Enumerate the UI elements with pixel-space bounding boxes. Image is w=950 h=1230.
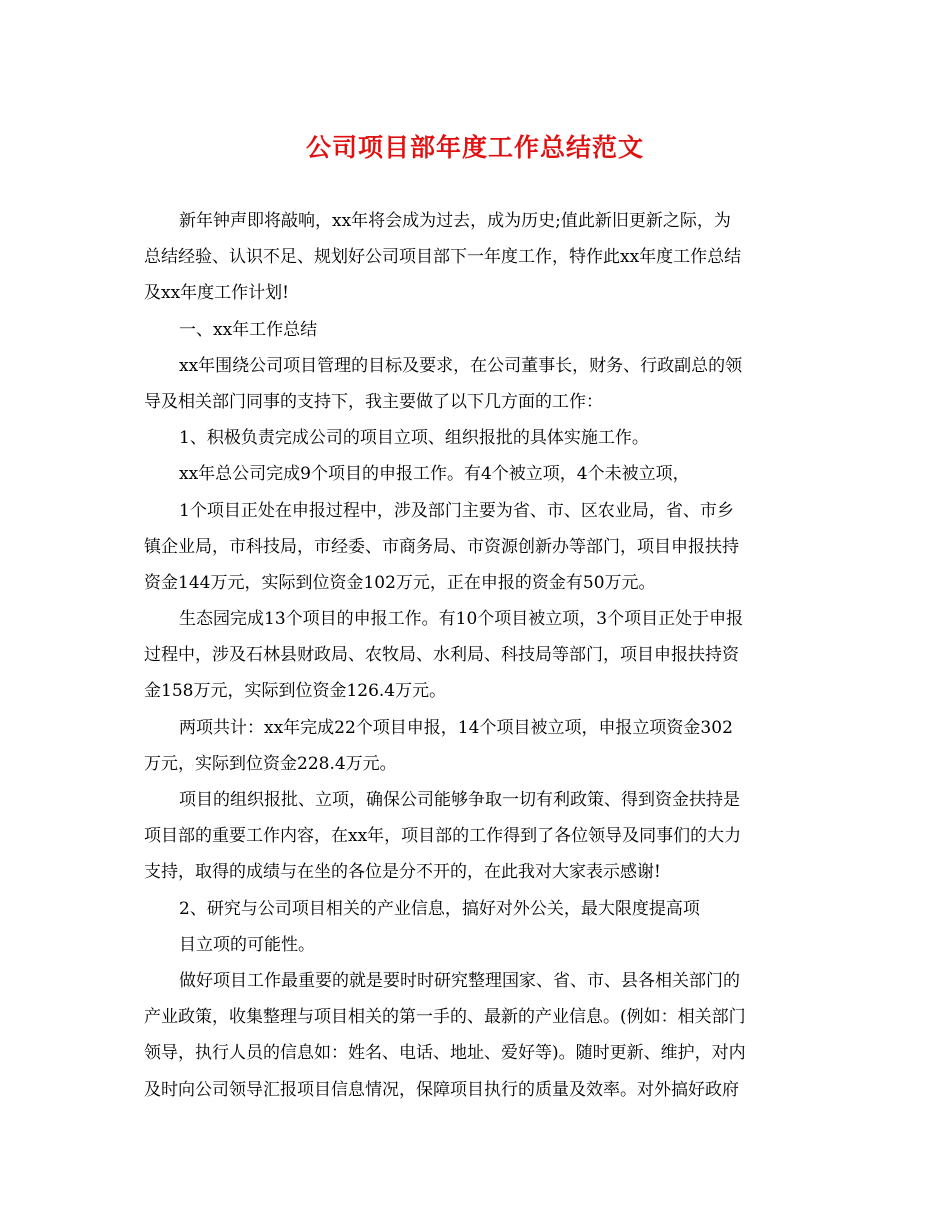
text-line: 过程中，涉及石林县财政局、农牧局、水利局、科技局等部门，项目申报扶持资 (144, 645, 739, 666)
text-line: 领导，执行人员的信息如：姓名、电话、地址、爱好等)。随时更新、维护，对内 (144, 1043, 746, 1064)
text-line: 1、积极负责完成公司的项目立项、组织报批的具体实施工作。 (179, 428, 649, 449)
text-line: 导及相关部门同事的支持下，我主要做了以下几方面的工作： (144, 391, 603, 412)
text-line: 及时向公司领导汇报项目信息情况，保障项目执行的质量及效率。对外搞好政府 (144, 1079, 739, 1100)
document-body (144, 203, 824, 1108)
text-line: 产业政策，收集整理与项目相关的第一手的、最新的产业信息。(例如：相关部门 (144, 1007, 746, 1028)
text-line: 及xx年度工作计划! (144, 283, 290, 304)
text-line: xx年总公司完成9个项目的申报工作。有4个被立项，4个未被立项， (179, 464, 690, 485)
text-line: 做好项目工作最重要的就是要时时研究整理国家、省、市、县各相关部门的 (179, 970, 740, 991)
text-line: 总结经验、认识不足、规划好公司项目部下一年度工作，特作此xx年度工作总结 (144, 247, 742, 268)
text-line: 镇企业局，市科技局，市经委、市商务局、市资源创新办等部门，项目申报扶持 (144, 536, 739, 557)
text-line: 两项共计：xx年完成22个项目申报，14个项目被立项，申报立项资金302 (179, 717, 733, 738)
text-line: 新年钟声即将敲响，xx年将会成为过去，成为历史;值此新旧更新之际，为 (179, 211, 731, 231)
text-line: 项目部的重要工作内容，在xx年，项目部的工作得到了各位领导及同事们的大力 (144, 826, 742, 847)
text-line: xx年围绕公司项目管理的目标及要求，在公司董事长，财务、行政副总的领 (179, 355, 743, 376)
text-line: 资金144万元，实际到位资金102万元，正在申报的资金有50万元。 (144, 572, 656, 593)
text-line: 生态园完成13个项目的申报工作。有10个项目被立项，3个项目正处于申报 (179, 609, 744, 630)
document-title: 公司项目部年度工作总结范文 (305, 133, 644, 162)
text-line: 目立项的可能性。 (179, 934, 315, 955)
text-line: 支持，取得的成绩与在坐的各位是分不开的，在此我对大家表示感谢! (144, 862, 661, 883)
text-line: 一、xx年工作总结 (179, 319, 318, 340)
text-line: 项目的组织报批、立项，确保公司能够争取一切有利政策、得到资金扶持是 (179, 790, 740, 810)
text-line: 2、研究与公司项目相关的产业信息，搞好对外公关，最大限度提高项 (179, 898, 700, 919)
text-line: 万元，实际到位资金228.4万元。 (144, 753, 397, 774)
text-line: 1个项目正处在申报过程中，涉及部门主要为省、市、区农业局，省、市乡 (179, 500, 734, 521)
text-line: 金158万元，实际到位资金126.4万元。 (144, 681, 447, 702)
